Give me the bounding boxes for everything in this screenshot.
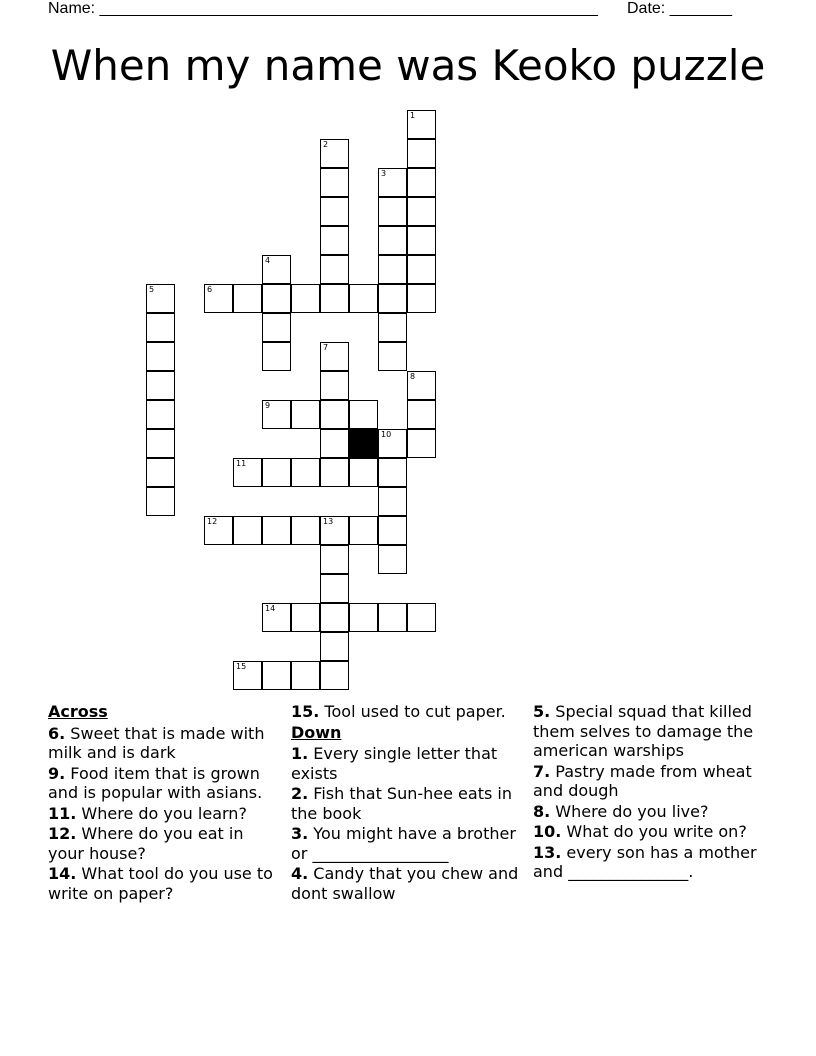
grid-cell[interactable] (320, 458, 349, 487)
clue-text: Tool used to cut paper. (319, 702, 506, 721)
clue-text: Where do you live? (550, 801, 709, 821)
down-clue-10 (533, 822, 769, 842)
cell-number: 7 (323, 343, 329, 352)
grid-cell[interactable] (378, 342, 407, 371)
down-clue-8 (533, 802, 769, 822)
grid-cell[interactable] (233, 516, 262, 545)
clue-text: You might have a brother or _________________ (291, 824, 516, 863)
grid-cell[interactable] (407, 168, 436, 197)
grid-cell[interactable] (407, 197, 436, 226)
clue-number: 9. (48, 763, 66, 783)
clue-number: 2. (291, 784, 309, 803)
clue-text: Pastry made from wheat and dough (533, 761, 752, 800)
grid-cell[interactable] (320, 284, 349, 313)
grid-cell[interactable] (349, 603, 378, 632)
grid-cell[interactable] (320, 516, 349, 545)
down-clue-4 (291, 864, 527, 903)
grid-cell[interactable] (146, 371, 175, 400)
grid-black-cell (349, 429, 378, 458)
grid-cell[interactable] (262, 400, 291, 429)
clue-number: 12. (48, 824, 77, 843)
grid-cell[interactable] (320, 255, 349, 284)
across-clue-14 (48, 864, 284, 903)
grid-cell[interactable] (146, 313, 175, 342)
cell-number: 2 (323, 140, 329, 149)
clue-text: Sweet that is made with milk and is dark (48, 723, 265, 762)
grid-cell[interactable] (407, 400, 436, 429)
clue-text: What tool do you use to write on paper? (48, 864, 273, 903)
grid-cell[interactable] (378, 197, 407, 226)
grid-cell[interactable] (378, 458, 407, 487)
puzzle-title: When my name was Keoko puzzle (50, 41, 766, 90)
grid-cell[interactable] (262, 255, 291, 284)
across-clue-15 (291, 702, 527, 722)
clues-column-3 (533, 702, 769, 883)
grid-cell[interactable] (349, 284, 378, 313)
clue-number: 6. (48, 723, 66, 743)
across-heading: Across (48, 702, 108, 721)
grid-cell[interactable] (320, 226, 349, 255)
cell-number: 13 (323, 517, 334, 526)
clue-number: 11. (48, 803, 77, 823)
clue-text: Candy that you chew and dont swallow (291, 864, 519, 903)
clue-text: Fish that Sun-hee eats in the book (291, 784, 512, 823)
clue-number: 10. (533, 822, 562, 841)
clue-number: 8. (533, 801, 551, 821)
clue-number: 1. (291, 744, 309, 763)
grid-cell[interactable] (320, 197, 349, 226)
grid-cell[interactable] (320, 342, 349, 371)
clue-text: Food item that is grown and is popular with asians. (48, 763, 263, 802)
cell-number: 15 (236, 662, 247, 671)
clue-text: Every single letter that exists (291, 744, 498, 783)
grid-cell[interactable] (204, 516, 233, 545)
grid-cell[interactable] (349, 516, 378, 545)
grid-cell[interactable] (378, 545, 407, 574)
cell-number: 11 (236, 459, 247, 468)
grid-cell[interactable] (146, 342, 175, 371)
clue-number: 13. (533, 842, 562, 862)
grid-cell[interactable] (233, 458, 262, 487)
grid-cell[interactable] (407, 371, 436, 400)
grid-cell[interactable] (291, 400, 320, 429)
grid-cell[interactable] (407, 603, 436, 632)
down-clue-5 (533, 702, 769, 761)
grid-cell[interactable] (378, 429, 407, 458)
grid-cell[interactable] (233, 661, 262, 690)
grid-cell[interactable] (320, 371, 349, 400)
grid-cell[interactable] (320, 574, 349, 603)
cell-number: 6 (207, 285, 213, 294)
grid-cell[interactable] (291, 516, 320, 545)
grid-cell[interactable] (407, 255, 436, 284)
grid-cell[interactable] (320, 661, 349, 690)
grid-cell[interactable] (320, 139, 349, 168)
clue-text: Where do you eat in your house? (48, 824, 244, 863)
cell-number: 10 (381, 430, 392, 439)
grid-cell[interactable] (378, 255, 407, 284)
down-clue-3 (291, 824, 527, 863)
grid-cell[interactable] (407, 226, 436, 255)
across-clue-6 (48, 724, 284, 763)
cell-number: 8 (410, 372, 416, 381)
cell-number: 14 (265, 604, 276, 613)
grid-cell[interactable] (378, 516, 407, 545)
cell-number: 4 (265, 256, 271, 265)
grid-cell[interactable] (146, 487, 175, 516)
clue-text: every son has a mother and _______________. (533, 842, 757, 881)
grid-cell[interactable] (262, 313, 291, 342)
grid-cell[interactable] (262, 458, 291, 487)
clue-text: What do you write on? (561, 822, 747, 841)
down-heading: Down (291, 722, 342, 742)
grid-cell[interactable] (146, 284, 175, 313)
down-clue-7 (533, 762, 769, 801)
clues-column-2 (291, 702, 527, 904)
grid-cell[interactable] (262, 284, 291, 313)
grid-cell[interactable] (146, 458, 175, 487)
grid-cell[interactable] (291, 661, 320, 690)
grid-cell[interactable] (320, 429, 349, 458)
grid-cell[interactable] (291, 458, 320, 487)
grid-cell[interactable] (262, 516, 291, 545)
grid-cell[interactable] (291, 603, 320, 632)
grid-cell[interactable] (378, 313, 407, 342)
grid-cell[interactable] (378, 487, 407, 516)
grid-cell[interactable] (407, 139, 436, 168)
across-clue-11 (48, 804, 284, 824)
across-clue-9 (48, 764, 284, 803)
grid-cell[interactable] (378, 284, 407, 313)
grid-cell[interactable] (204, 284, 233, 313)
grid-cell[interactable] (349, 400, 378, 429)
clue-text: Special squad that killed them selves to damage the american warships (533, 702, 754, 760)
grid-cell[interactable] (262, 342, 291, 371)
cell-number: 9 (265, 401, 271, 410)
cell-number: 1 (410, 111, 416, 120)
name-field: Name: ________________________________________________________ (48, 0, 598, 17)
grid-cell[interactable] (407, 429, 436, 458)
grid-cell[interactable] (407, 110, 436, 139)
grid-cell[interactable] (349, 458, 378, 487)
grid-cell[interactable] (378, 603, 407, 632)
grid-cell[interactable] (320, 400, 349, 429)
clue-number: 15. (291, 702, 320, 721)
grid-cell[interactable] (320, 632, 349, 661)
clue-number: 5. (533, 702, 551, 721)
grid-cell[interactable] (320, 545, 349, 574)
cell-number: 3 (381, 169, 387, 178)
grid-cell[interactable] (233, 284, 262, 313)
down-clue-1 (291, 744, 527, 783)
down-clue-13 (533, 843, 769, 882)
grid-cell[interactable] (320, 168, 349, 197)
cell-number: 5 (149, 285, 155, 294)
grid-cell[interactable] (291, 284, 320, 313)
grid-cell[interactable] (320, 603, 349, 632)
across-clue-12 (48, 824, 284, 863)
clue-number: 3. (291, 824, 309, 843)
grid-cell[interactable] (407, 284, 436, 313)
grid-cell[interactable] (146, 429, 175, 458)
grid-cell[interactable] (262, 603, 291, 632)
clue-number: 4. (291, 864, 309, 883)
grid-cell[interactable] (262, 661, 291, 690)
clue-number: 7. (533, 761, 551, 781)
date-field: Date: _______ (627, 0, 732, 17)
grid-cell[interactable] (378, 226, 407, 255)
clues-column-1 (48, 702, 284, 904)
grid-cell[interactable] (378, 168, 407, 197)
grid-cell[interactable] (146, 400, 175, 429)
clue-text: Where do you learn? (76, 803, 247, 823)
cell-number: 12 (207, 517, 218, 526)
clue-number: 14. (48, 864, 77, 883)
down-clue-2 (291, 784, 527, 823)
